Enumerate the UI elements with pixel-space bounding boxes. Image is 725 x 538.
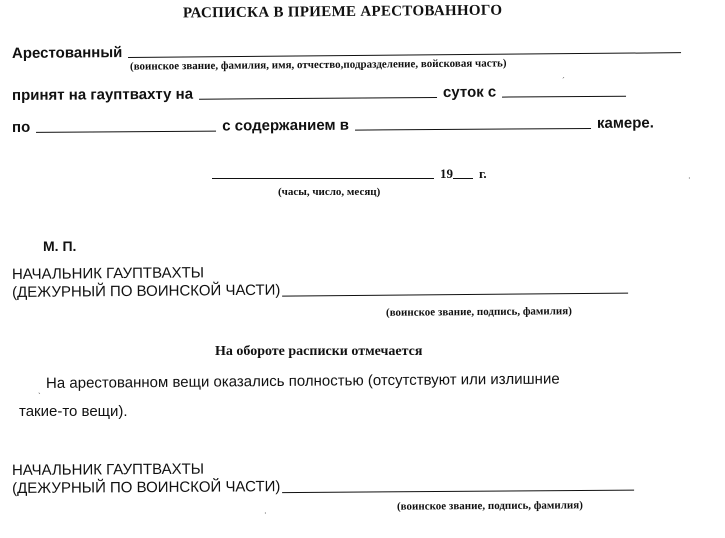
days-field[interactable]	[199, 83, 437, 100]
until-label: по	[11, 118, 31, 136]
chief-title-2: НАЧАЛЬНИК ГАУПТВАХТЫ	[11, 460, 205, 480]
cell-type-field[interactable]	[355, 114, 591, 131]
stamp-place: М. П.	[43, 238, 77, 254]
chief-signature-field-2[interactable]	[282, 476, 634, 493]
arrested-label: Арестованный	[11, 44, 123, 62]
chief-block-1	[12, 261, 635, 302]
year-suffix: г.	[479, 166, 487, 181]
days-with-label: суток с	[442, 83, 497, 101]
chief-hint-1: (воинское звание, подпись, фамилия)	[385, 305, 572, 319]
admitted-prefix: принят на гауптвахту на	[11, 85, 194, 104]
scan-speck: ˏ	[38, 385, 41, 394]
arrested-name-field[interactable]	[128, 38, 681, 58]
chief-hint-2: (воинское звание, подпись, фамилия)	[396, 499, 583, 513]
chief-title-1: НАЧАЛЬНИК ГАУПТВАХТЫ	[11, 264, 205, 284]
reverse-text-line-1: На арестованном вещи оказались полностью (отсутствуют или излишние	[45, 370, 560, 392]
chief-subtitle-2: (ДЕЖУРНЫЙ ПО ВОИНСКОЙ ЧАСТИ)	[12, 478, 281, 497]
chief-block-2	[12, 458, 641, 498]
scan-speck: ·	[264, 509, 267, 518]
chief-signature-field-1[interactable]	[282, 279, 628, 297]
document-title: РАСПИСКА В ПРИЕМЕ АРЕСТОВАННОГО	[182, 2, 503, 22]
chief-subtitle-1: (ДЕЖУРНЫЙ ПО ВОИНСКОЙ ЧАСТИ)	[12, 281, 281, 301]
year-field[interactable]	[453, 164, 473, 179]
custody-label: с содержанием в	[222, 116, 350, 135]
date-hint: (часы, число, месяц)	[278, 186, 381, 198]
year-prefix: 19	[440, 166, 453, 181]
scan-speck: ·	[688, 174, 691, 183]
date-row	[212, 164, 487, 182]
reverse-text-line-2: такие-то вещи).	[19, 403, 128, 420]
until-row	[12, 114, 654, 136]
arrested-hint: (воинское звание, фамилия, имя, отчество,подразделение, войсковая часть)	[129, 57, 507, 73]
date-field[interactable]	[212, 164, 434, 179]
admitted-row	[12, 82, 632, 104]
cell-label: камере.	[596, 114, 654, 132]
scan-speck: ˊ	[562, 76, 565, 85]
end-date-field[interactable]	[36, 117, 216, 133]
reverse-heading: На обороте расписки отмечается	[215, 344, 423, 359]
